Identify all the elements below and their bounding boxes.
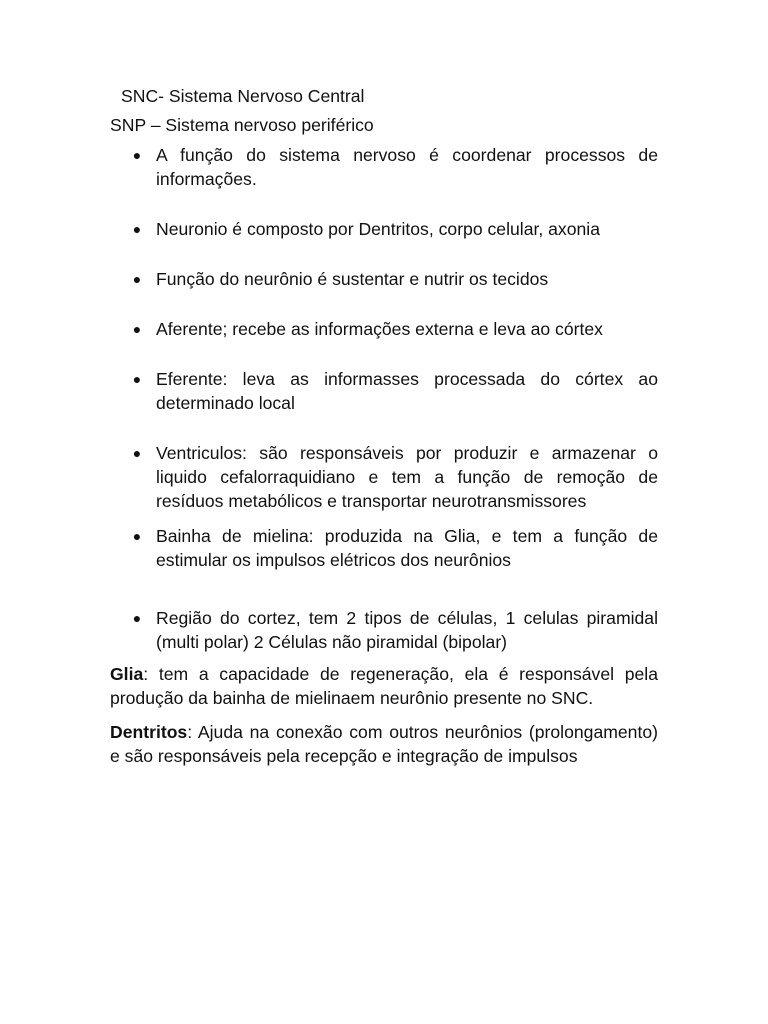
list-item-text: Neuronio é composto por Dentritos, corpo celular, axonia (156, 219, 600, 239)
document-page (110, 84, 658, 768)
bullet-icon: ● (132, 610, 142, 626)
bullet-icon: ● (132, 371, 142, 387)
list-item (110, 524, 658, 572)
dentritos-paragraph (110, 720, 658, 768)
list-item-text: Ventriculos: são responsáveis por produzir e armazenar o liquido cefalorraquidiano e tem a função de remoção de resíduos metabólicos e transportar neurotransmissores (156, 443, 658, 511)
heading-snc: SNC- Sistema Nervoso Central (121, 86, 365, 106)
bullet-icon: ● (132, 445, 142, 461)
bullet-icon: ● (132, 528, 142, 544)
list-item (110, 441, 658, 513)
bullet-icon: ● (132, 271, 142, 287)
list-item (110, 606, 658, 654)
list-item-text: Eferente: leva as informasses processada do córtex ao determinado local (156, 369, 658, 413)
heading-snp: SNP – Sistema nervoso periférico (110, 115, 374, 135)
dentritos-term: Dentritos (110, 722, 188, 742)
glia-term: Glia (110, 664, 144, 684)
list-item (110, 267, 658, 291)
glia-definition: : tem a capacidade de regeneração, ela é responsável pela produção da bainha de mielinaem neurônio presente no SNC. (110, 664, 658, 708)
bullet-list (110, 143, 658, 654)
list-item (110, 217, 658, 241)
list-item (110, 317, 658, 341)
list-item-text: Função do neurônio é sustentar e nutrir os tecidos (156, 269, 549, 289)
list-item-text: Bainha de mielina: produzida na Glia, e tem a função de estimular os impulsos elétricos dos neurônios (156, 526, 658, 570)
glia-paragraph (110, 662, 658, 710)
bullet-icon: ● (132, 321, 142, 337)
list-item (110, 143, 658, 191)
bullet-icon: ● (132, 147, 142, 163)
list-item (110, 367, 658, 415)
dentritos-definition: : Ajuda na conexão com outros neurônios (prolongamento) e são responsáveis pela recepção e integração de impulsos (110, 722, 658, 766)
list-item-text: Região do cortez, tem 2 tipos de células, 1 celulas piramidal (multi polar) 2 Células não piramidal (bipolar) (156, 608, 658, 652)
bullet-icon: ● (132, 221, 142, 237)
list-item-text: Aferente; recebe as informações externa e leva ao córtex (156, 319, 603, 339)
list-item-text: A função do sistema nervoso é coordenar processos de informações. (156, 145, 658, 189)
